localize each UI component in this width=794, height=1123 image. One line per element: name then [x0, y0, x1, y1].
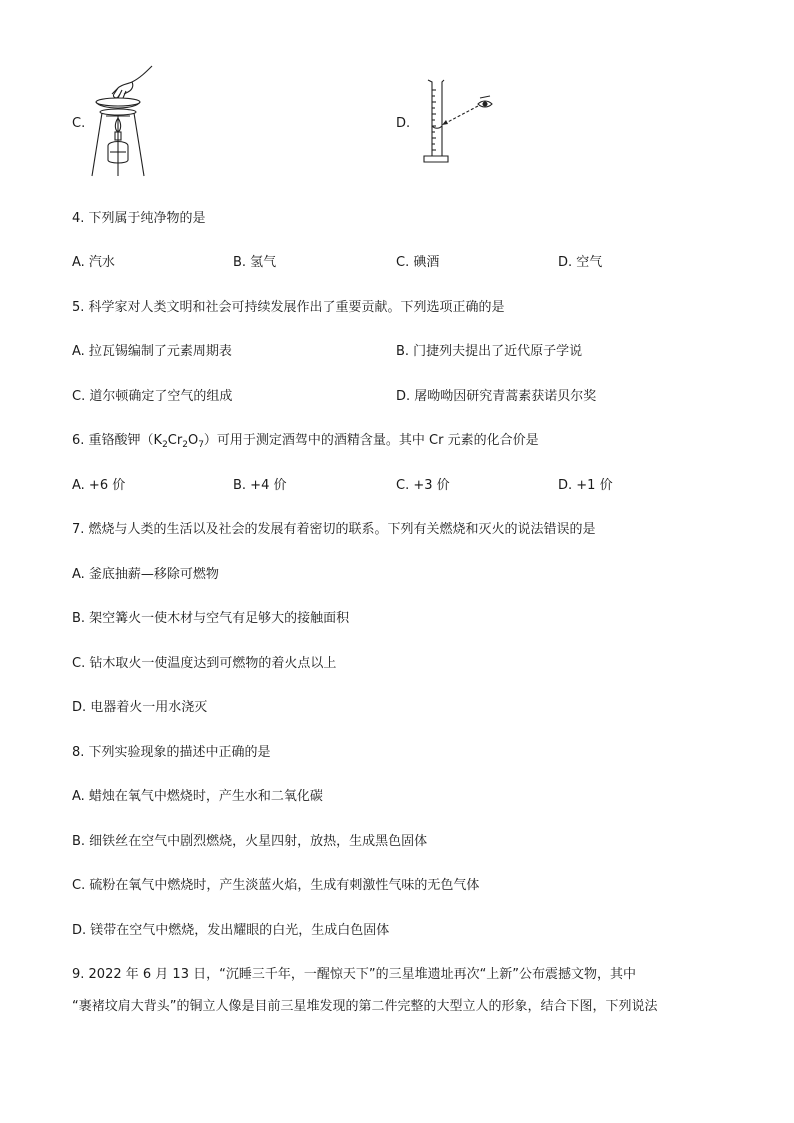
- q7-option-b: B. 架空篝火一使木材与空气有足够大的接触面积: [72, 611, 350, 626]
- q6-formula-cr: Cr: [167, 433, 183, 448]
- q6-formula-sub-k: 2: [162, 440, 168, 450]
- q5-option-a: A. 拉瓦锡编制了元素周期表: [72, 344, 232, 359]
- q4-option-c: C. 碘酒: [396, 255, 440, 270]
- q6-formula-o: O: [187, 433, 199, 448]
- question-7-stem: 7. 燃烧与人类的生活以及社会的发展有着密切的联系。下列有关燃烧和灭火的说法错误的是: [72, 522, 596, 537]
- q8-option-a: A. 蜡烛在氧气中燃烧时，产生水和二氧化碳: [72, 789, 323, 804]
- question-9-stem-line-1: 9. 2022 年 6 月 13 日，“沉睡三千年，一醒惊天下”的三星堆遗址再次“上新”公布震撼文物，其中: [72, 967, 637, 982]
- q6-option-d: D. +1 价: [558, 478, 613, 493]
- q5-option-d: D. 屠呦呦因研究青蒿素获诺贝尔奖: [396, 389, 597, 404]
- q4-option-b: B. 氢气: [233, 255, 277, 270]
- question-6-stem: [72, 429, 539, 448]
- q6-option-b: B. +4 价: [233, 478, 287, 493]
- q6-formula-sub-o: 7: [198, 440, 204, 450]
- q7-option-d: D. 电器着火一用水浇灭: [72, 700, 208, 715]
- q6-formula-sub-cr: 2: [182, 440, 188, 450]
- q5-option-b: B. 门捷列夫提出了近代原子学说: [396, 344, 583, 359]
- q4-option-d: D. 空气: [558, 255, 603, 270]
- evaporating-dish-apparatus-figure: [88, 64, 160, 182]
- q6-stem-prefix: 6. 重铬酸钾（K: [72, 433, 163, 448]
- q5-option-c: C. 道尔顿确定了空气的组成: [72, 389, 233, 404]
- q7-option-a: A. 釜底抽薪—移除可燃物: [72, 567, 219, 582]
- q7-option-c: C. 钻木取火一使温度达到可燃物的着火点以上: [72, 656, 337, 671]
- q8-option-d: D. 镁带在空气中燃烧，发出耀眼的白光，生成白色固体: [72, 923, 390, 938]
- option-d-figure-label: D.: [396, 116, 411, 131]
- q6-stem-suffix: ）可用于测定酒驾中的酒精含量。其中 Cr 元素的化合价是: [203, 433, 539, 448]
- question-9-stem-line-2: “裹褚坟肩大背头”的铜立人像是目前三星堆发现的第二件完整的大型立人的形象，结合下图，下列说法: [72, 999, 658, 1014]
- question-8-stem: 8. 下列实验现象的描述中正确的是: [72, 745, 271, 760]
- q8-option-c: C. 硫粉在氧气中燃烧时，产生淡蓝火焰，生成有刺激性气味的无色气体: [72, 878, 480, 893]
- q8-option-b: B. 细铁丝在空气中剧烈燃烧，火星四射，放热，生成黑色固体: [72, 834, 428, 849]
- option-c-figure-label: C.: [72, 116, 86, 131]
- question-4-stem: 4. 下列属于纯净物的是: [72, 211, 206, 226]
- q6-option-c: C. +3 价: [396, 478, 450, 493]
- graduated-cylinder-reading-figure: [418, 76, 496, 168]
- q4-option-a: A. 汽水: [72, 255, 115, 270]
- question-5-stem: 5. 科学家对人类文明和社会可持续发展作出了重要贡献。下列选项正确的是: [72, 300, 505, 315]
- q6-option-a: A. +6 价: [72, 478, 126, 493]
